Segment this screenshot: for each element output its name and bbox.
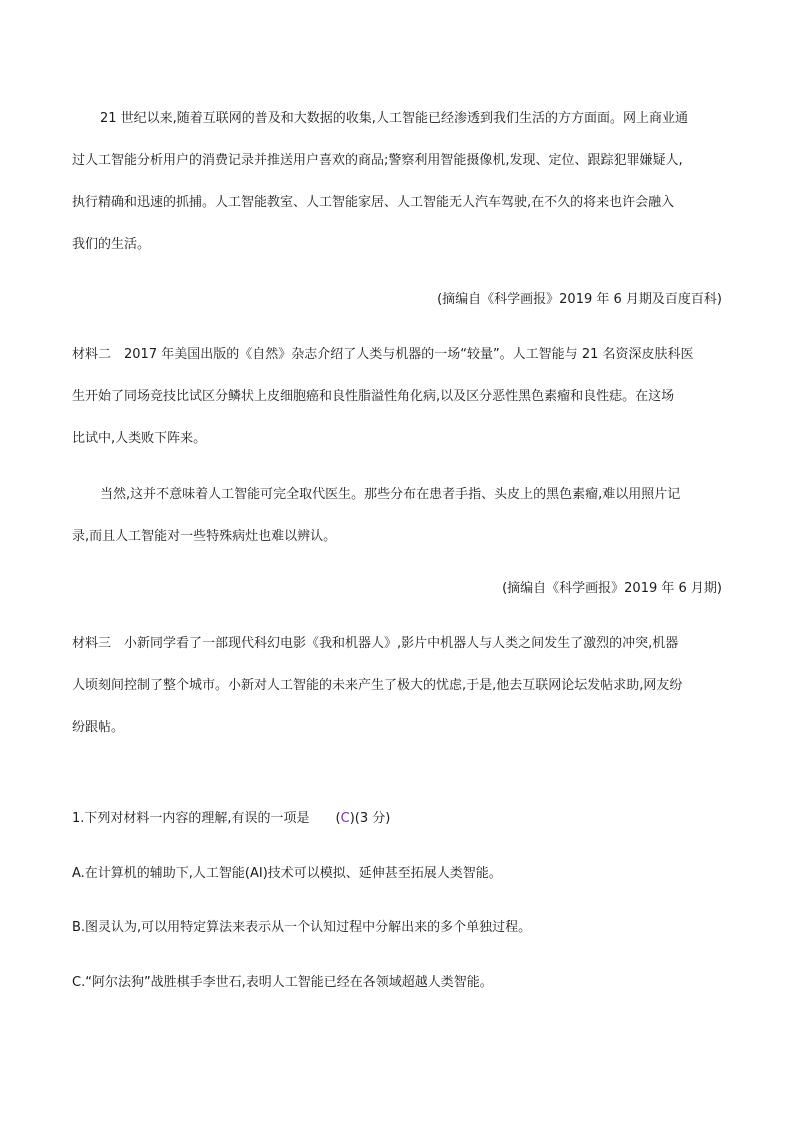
- material2-para2-line-2: 录,而且人工智能对一些特殊病灶也难以辨认。: [72, 529, 337, 544]
- question1-option-c: C.“阿尔法狗”战胜棋手李世石,表明人工智能已经在各领域超越人类智能。: [72, 975, 493, 990]
- material3-line-2: 人顷刻间控制了整个城市。小新对人工智能的未来产生了极大的忧虑,于是,他去互联网论坛发帖求助,网友纷: [72, 678, 683, 693]
- question1-stem-text: 1.下列对材料一内容的理解,有误的一项是 (: [72, 811, 341, 826]
- material2-source: (摘编自《科学画报》2019 年 6 月期): [502, 581, 722, 596]
- material1-source: (摘编自《科学画报》2019 年 6 月期及百度百科): [437, 292, 722, 307]
- material1-line-1: 21 世纪以来,随着互联网的普及和大数据的收集,人工智能已经渗透到我们生活的方方面面。网上商业通: [100, 111, 688, 126]
- material2-para2-line-1: 当然,这并不意味着人工智能可完全取代医生。那些分布在患者手指、头皮上的黑色素瘤,难以用照片记: [100, 487, 681, 502]
- material1-line-2: 过人工智能分析用户的消费记录并推送用户喜欢的商品;警察利用智能摄像机,发现、定位、跟踪犯罪嫌疑人,: [72, 153, 683, 168]
- material3-line-3: 纷跟帖。: [72, 720, 125, 735]
- material2-line-2: 生开始了同场竞技比试区分鳞状上皮细胞癌和良性脂溢性角化病,以及区分恶性黑色素瘤和良性痣。在这场: [72, 389, 675, 404]
- question1-answer: C: [340, 811, 350, 826]
- question1-stem-tail: )(3 分): [349, 811, 391, 826]
- material3-line-1: 材料三 小新同学看了一部现代科幻电影《我和机器人》,影片中机器人与人类之间发生了激烈的冲突,机器: [72, 636, 679, 651]
- question1-option-b: B.图灵认为,可以用特定算法来表示从一个认知过程中分解出来的多个单独过程。: [72, 920, 532, 935]
- material2-line-1: 材料二 2017 年美国出版的《自然》杂志介绍了人类与机器的一场“较量”。人工智能与 21 名资深皮肤科医: [72, 347, 694, 362]
- material1-line-3: 执行精确和迅速的抓捕。人工智能教室、人工智能家居、人工智能无人汽车驾驶,在不久的将来也许会融入: [72, 195, 675, 210]
- material1-line-4: 我们的生活。: [72, 237, 151, 252]
- question1-stem: [72, 811, 724, 827]
- question1-option-a: A.在计算机的辅助下,人工智能(AI)技术可以模拟、延伸甚至拓展人类智能。: [72, 866, 502, 881]
- material2-line-3: 比试中,人类败下阵来。: [72, 431, 207, 446]
